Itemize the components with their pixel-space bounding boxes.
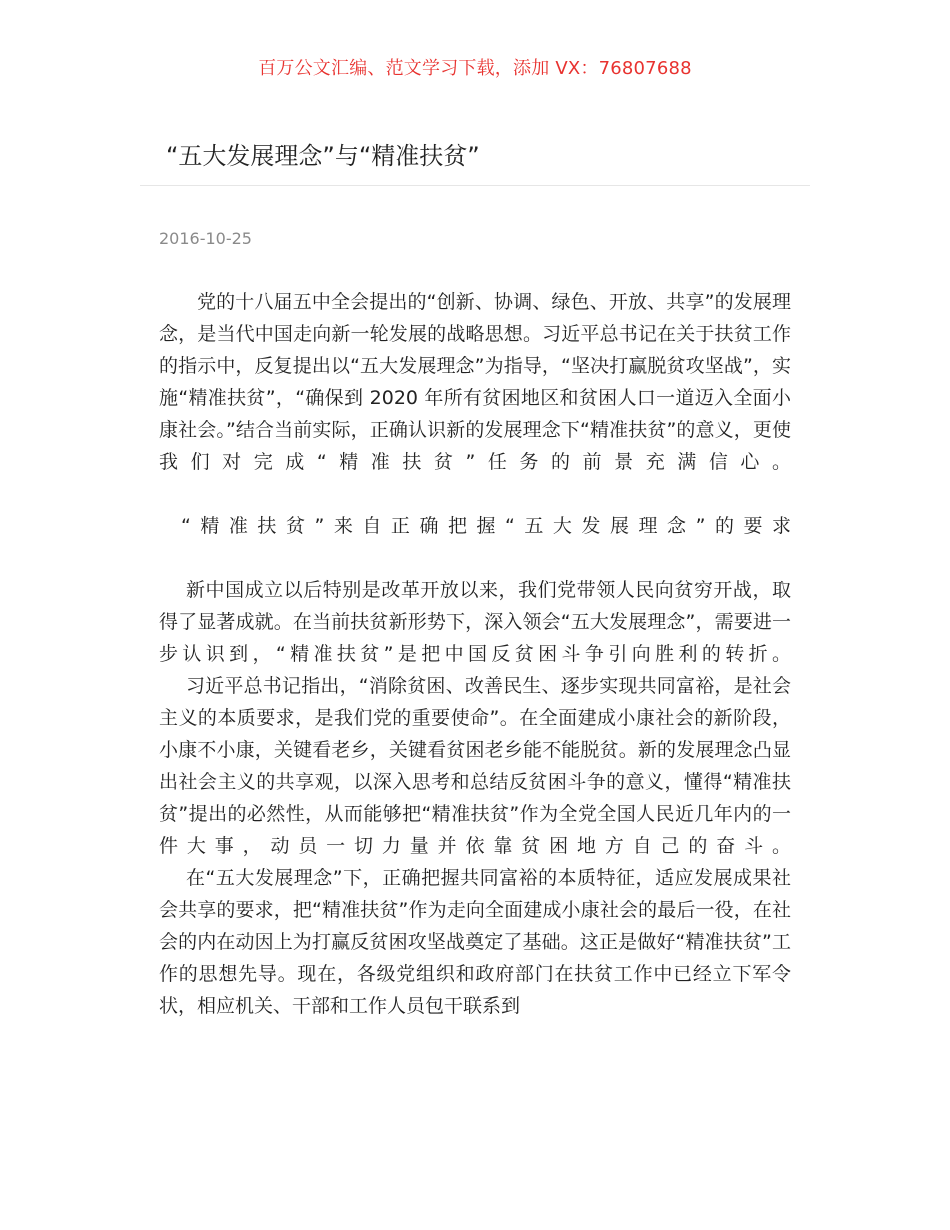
watermark-banner: 百万公文汇编、范文学习下载，添加 VX：76807688 xyxy=(258,58,692,79)
article-title: “五大发展理念”与“精准扶贫” xyxy=(166,142,480,170)
article-body xyxy=(159,286,791,1022)
section-heading: “精准扶贫”来自正确把握“五大发展理念”的要求 xyxy=(181,515,791,537)
paragraph: 新中国成立以后特别是改革开放以来，我们党带领人民向贫穷开战，取得了显著成就。在当前扶贫新形势下，深入领会“五大发展理念”，需要进一步认识到，“精准扶贫”是把中国反贫困斗争引向胜利的转折。 xyxy=(159,579,791,665)
paragraph-intro: 党的十八届五中全会提出的“创新、协调、绿色、开放、共享”的发展理念，是当代中国走向新一轮发展的战略思想。习近平总书记在关于扶贫工作的指示中，反复提出以“五大发展理念”为指导，“坚决打赢脱贫攻坚战”，实施“精准扶贫”，“确保到 2020 年所有贫困地区和贫困人口一道迈入全面小康社会。”结合当前实际，正确认识新的发展理念下“精准扶贫”的意义，更使我们对完成“精准扶贫”任务的前景充满信心。 xyxy=(159,291,791,473)
paragraph: 习近平总书记指出，“消除贫困、改善民生、逐步实现共同富裕，是社会主义的本质要求，是我们党的重要使命”。在全面建成小康社会的新阶段，小康不小康，关键看老乡，关键看贫困老乡能不能脱贫。新的发展理念凸显出社会主义的共享观，以深入思考和总结反贫困斗争的意义，懂得“精准扶贫”提出的必然性，从而能够把“精准扶贫”作为全党全国人民近几年内的一件大事，动员一切力量并依靠贫困地方自己的奋斗。 xyxy=(159,675,791,857)
paragraph: 在“五大发展理念”下，正确把握共同富裕的本质特征，适应发展成果社会共享的要求，把“精准扶贫”作为走向全面建成小康社会的最后一役，在社会的内在动因上为打赢反贫困攻坚战奠定了基础。这正是做好“精准扶贫”工作的思想先导。现在，各级党组织和政府部门在扶贫工作中已经立下军令状，相应机关、干部和工作人员包干联系到 xyxy=(159,867,791,1017)
spacer xyxy=(159,478,791,510)
spacer xyxy=(159,542,791,574)
publish-date: 2016-10-25 xyxy=(159,229,252,248)
title-divider xyxy=(140,185,810,186)
